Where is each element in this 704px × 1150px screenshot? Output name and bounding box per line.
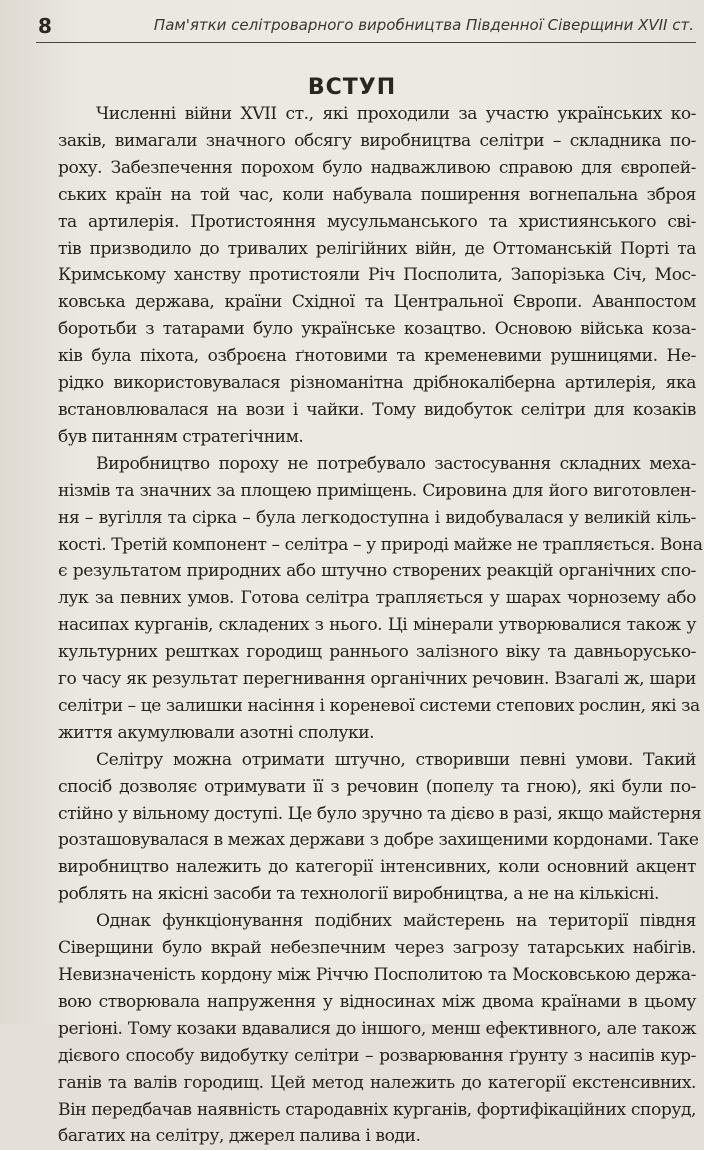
text-line: Численні війни XVII ст., які проходили за участю українських ко- xyxy=(96,104,696,124)
text-line: кості. Третій компонент – селітра – у природі майже не трапляється. Вона xyxy=(58,534,703,555)
text-line: Виробництво пороху не потребувало застосування складних меха- xyxy=(96,453,696,474)
text-line: ковська держава, країни Східної та Центральної Європи. Аванпостом xyxy=(58,292,696,313)
text-line: встановлювалася на вози і чайки. Тому видобуток селітри для козаків xyxy=(58,399,696,420)
text-line: Селітру можна отримати штучно, створивши певні умови. Такий xyxy=(96,749,696,770)
section-title: ВСТУП xyxy=(307,74,397,100)
text-line: ганів та валів городищ. Цей метод належить до категорії екстенсивних. xyxy=(58,1072,696,1093)
text-line: рідко використовувалася різноманітна дрібнокаліберна артилерія, яка xyxy=(58,373,696,394)
text-line: регіоні. Тому козаки вдавалися до іншого, менш ефективного, але також xyxy=(58,1018,696,1039)
text-line: та артилерія. Протистояння мусульманського та християнського сві- xyxy=(58,211,696,232)
text-line: розташовувалася в межах держави з добре захищеними кордонами. Таке xyxy=(58,830,699,851)
text-line: Він передбачав наявність стародавніх курганів, фортифікаційних споруд, xyxy=(58,1099,696,1120)
page-header xyxy=(0,0,704,48)
text-line: селітри – це залишки насіння і кореневої системи степових рослин, які за xyxy=(58,695,700,716)
text-line: насипах курганів, складених з нього. Ці мінерали утворювалися також у xyxy=(58,615,696,636)
paragraph xyxy=(58,747,702,908)
text-line: тів призводило до тривалих релігійних війн, де Оттоманській Порті та xyxy=(58,238,696,259)
running-title: Пам'ятки селітроварного виробництва Південної Сіверщини XVII ст. xyxy=(153,16,694,34)
text-line: ня – вугілля та сірка – була легкодоступна і видобувалася у великій кіль- xyxy=(58,507,696,528)
text-line: Кримському ханству протистояли Річ Посполита, Запорізька Січ, Мос- xyxy=(58,265,696,286)
text-line: вою створювала напруження у відносинах між двома країнами в цьому xyxy=(58,991,696,1012)
text-line: багатих на селітру, джерел палива і води. xyxy=(58,1126,421,1147)
text-line: Сіверщини було вкрай небезпечним через загрозу татарських набігів. xyxy=(58,938,696,959)
text-line: життя акумулювали азотні сполуки. xyxy=(58,722,375,743)
paragraph xyxy=(58,908,696,1150)
text-line: Невизначеність кордону між Річчю Посполитою та Московською держа- xyxy=(58,965,696,985)
text-line: заків, вимагали значного обсягу виробництва селітри – складника по- xyxy=(58,130,696,151)
text-line: є результатом природних або штучно створених реакцій органічних спо- xyxy=(58,561,696,582)
paragraph xyxy=(58,451,703,747)
paragraph xyxy=(58,101,696,451)
text-line: роху. Забезпечення порохом було надважливою справою для європей- xyxy=(58,157,696,178)
text-line: роблять на якісні засоби та технології виробництва, а не на кількісні. xyxy=(58,884,660,905)
text-line: виробництво належить до категорії інтенсивних, коли основний акцент xyxy=(58,857,696,878)
text-line: нізмів та значних за площею приміщень. Сировина для його виготовлен- xyxy=(58,480,696,501)
text-line: був питанням стратегічним. xyxy=(58,426,304,447)
text-line: го часу як результат перегнивання органічних речовин. Взагалі ж, шари xyxy=(58,669,696,690)
text-line: ських країн на той час, коли набувала поширення вогнепальна зброя xyxy=(58,184,696,205)
page-number: 8 xyxy=(38,14,52,38)
text-line: стійно у вільному доступі. Це було зручно та дієво в разі, якщо майстерня xyxy=(58,803,702,824)
text-line: боротьби з татарами було українське козацтво. Основою війська коза- xyxy=(58,319,696,340)
text-line: спосіб дозволяє отримувати її з речовин (попелу та гною), які були по- xyxy=(58,776,696,797)
text-line: Однак функціонування подібних майстерень на території півдня xyxy=(96,911,696,932)
text-line: дієвого способу видобутку селітри – розварювання ґрунту з насипів кур- xyxy=(58,1045,696,1066)
text-line: лук за певних умов. Готова селітра трапляється у шарах чорнозему або xyxy=(58,588,696,609)
text-line: культурних рештках городищ раннього залізного віку та давньорусько- xyxy=(58,642,696,663)
header-rule xyxy=(36,42,696,43)
body-text xyxy=(58,101,703,1150)
text-line: ків була піхота, озброєна ґнотовими та кременевими рушницями. Не- xyxy=(58,346,696,367)
